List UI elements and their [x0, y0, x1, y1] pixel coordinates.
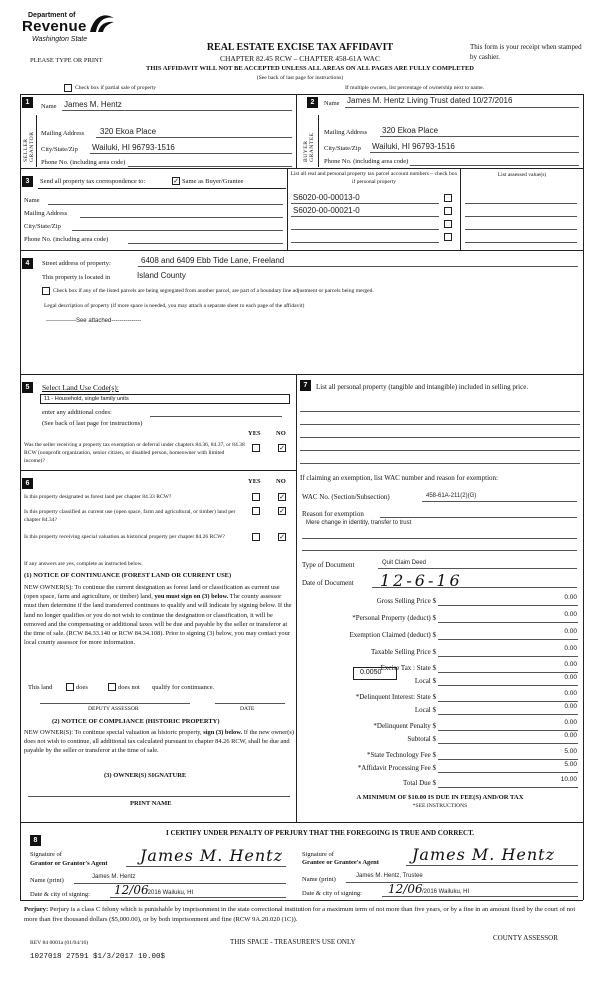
grantee-signature[interactable]: James M. Hentz — [412, 845, 556, 864]
logo-dept: Department of — [28, 12, 76, 19]
exemption-no-checkbox[interactable]: ✓ — [279, 444, 285, 452]
buyer-mail[interactable]: 320 Ekoa Place — [382, 126, 439, 135]
tax-row-label: Gross Selling Price $ — [376, 597, 436, 605]
doc-type[interactable]: Quit Claim Deed — [382, 560, 427, 566]
seller-name[interactable]: James M. Hentz — [64, 100, 122, 109]
buyer-name[interactable]: James M. Hentz Living Trust dated 10/27/2016 — [347, 96, 513, 105]
grantee-date-label: Date & city of signing: — [302, 890, 362, 897]
grantor-name-label: Name (print) — [30, 877, 64, 884]
parcel-2[interactable]: S6020-00-00021-0 — [293, 206, 360, 215]
seller-city[interactable]: Wailuki, HI 96793-1516 — [92, 143, 175, 152]
reason-label: Reason for exemption — [302, 510, 364, 518]
grantee-sig-label-1: Signature of — [302, 851, 334, 858]
grantee-date-hand[interactable]: 12/06 — [388, 882, 423, 896]
receipt-note: This form is your receipt when stamped by cashier. — [470, 43, 582, 61]
does-not-label: does not — [118, 684, 140, 691]
qualify-label: qualify for continuance. — [152, 684, 215, 691]
parcel-3-checkbox[interactable] — [444, 220, 452, 228]
grantor-date-hand[interactable]: 12/06 — [114, 883, 149, 897]
notice-compliance-title: (2) NOTICE OF COMPLIANCE (HISTORIC PROPERTY) — [52, 718, 220, 725]
grantor-date-rest[interactable]: /2016 Wailuku, HI — [146, 890, 194, 896]
land-use-see-back: (See back of last page for instructions) — [42, 420, 143, 427]
parcel-1[interactable]: S6020-00-00013-0 — [293, 193, 360, 202]
forest-no-checkbox[interactable]: ✓ — [279, 493, 285, 501]
tax-row-value[interactable]: 0.00 — [564, 661, 577, 668]
historic-yes-checkbox[interactable] — [252, 533, 260, 541]
tax-row-label: *Delinquent Penalty $ — [373, 722, 436, 730]
buyer-side-label: BUYER GRANTEE — [303, 132, 315, 162]
buyer-city[interactable]: Wailuki, HI 96793-1516 — [372, 142, 455, 151]
street-address[interactable]: 6408 and 6409 Ebb Tide Lane, Freeland — [141, 256, 285, 265]
s6-yes: YES — [248, 478, 261, 485]
assessed-header: List assessed value(s) — [497, 172, 547, 178]
partial-sale-label: Check box if partial sale of property — [75, 85, 157, 91]
logo-state: Washington State — [32, 36, 88, 43]
seller-mail[interactable]: 320 Ekoa Place — [100, 127, 157, 136]
tax-row-value[interactable]: 0.00 — [564, 594, 577, 601]
corr-city-label: City/State/Zip — [24, 223, 61, 230]
parcel-header: List all real and personal property tax parcel account numbers – check box if personal property — [290, 171, 458, 185]
perjury-text: Perjury is a class C felony which is punishable by imprisonment in the state correctional institution for a maximum term of not more than five years, or by a fine in an amount fixed by the court of not more than five thousand dollars ($5,000.00), or by both imprisonment and fine (RCW 9A.20.020 (1C)). — [24, 906, 576, 923]
exemption-yes-checkbox[interactable] — [252, 444, 260, 452]
corr-name-label: Name — [24, 197, 40, 204]
tax-row-value[interactable]: 5.00 — [564, 761, 577, 768]
tax-row-value[interactable]: 5.00 — [564, 748, 577, 755]
deputy-label: DEPUTY ASSESSOR — [88, 706, 139, 712]
notice-continuance-a: NEW OWNER(S): To continue the current designation as forest land or classification as current use (open space, farm and agriculture, or timber) land, — [24, 584, 280, 601]
grantee-date-rest[interactable]: /2016 Wailuku, HI — [422, 889, 470, 895]
historic-question: Is this property receiving special valuation as historical property per chapter 84.26 RCW? — [24, 534, 225, 540]
grantee-name-label: Name (print) — [302, 876, 336, 883]
legal-label: Legal description of property (if more space is needed, you may attach a separate sheet to each page of the affidavit) — [44, 303, 305, 309]
owner-signature-label: (3) OWNER(S) SIGNATURE — [104, 772, 187, 779]
dor-logo — [22, 10, 122, 54]
treasurer-space: THIS SPACE - TREASURER'S USE ONLY — [230, 938, 356, 946]
parcel-4-checkbox[interactable] — [444, 233, 452, 241]
form-chapter: CHAPTER 82.45 RCW – CHAPTER 458-61A WAC — [220, 54, 380, 63]
tax-row-label: Local $ — [414, 677, 436, 685]
section-5-number: 5 — [22, 382, 33, 393]
wac-number[interactable]: 458-61A-211(2)(G) — [426, 493, 477, 499]
grantor-name[interactable]: James M. Hentz — [92, 874, 136, 880]
current-use-yes-checkbox[interactable] — [252, 507, 260, 515]
claim-exemption-label: If claiming an exemption, list WAC number and reason for exemption: — [300, 474, 498, 482]
grantor-signature[interactable]: James M. Hentz — [140, 846, 284, 865]
seller-phone-label: Phone No. (including area code) — [41, 159, 126, 166]
wac-label: WAC No. (Section/Subsection) — [302, 493, 390, 501]
current-use-no-checkbox[interactable]: ✓ — [279, 507, 285, 515]
form-title: REAL ESTATE EXCISE TAX AFFIDAVIT — [206, 42, 394, 53]
tax-row-label: *State Technology Fee $ — [366, 751, 436, 759]
logo-main: Revenue — [22, 18, 87, 35]
personal-property-label: List all personal property (tangible and intangible) included in selling price. — [316, 383, 529, 391]
notice-continuance-body — [24, 583, 292, 647]
tax-row-value[interactable]: 0.00 — [564, 645, 577, 652]
please-type: PLEASE TYPE OR PRINT — [30, 57, 103, 64]
notice-continuance-b: you must sign on (3) below. — [154, 593, 229, 601]
rev-number: REV 84 0001a (01/04/16) — [30, 940, 89, 946]
date-label: DATE — [240, 706, 255, 712]
section-4-number: 4 — [22, 258, 33, 269]
tax-row-label: *Personal Property (deduct) $ — [352, 614, 436, 622]
historic-no-checkbox[interactable]: ✓ — [279, 533, 285, 541]
county-assessor: COUNTY ASSESSOR — [493, 934, 558, 942]
buyer-mail-label: Mailing Address — [324, 129, 368, 136]
notice-compliance-c: If the new owner(s) does not wish to continue, all additional tax calculated pursuant to chapter 84.26 RCW, shall be due and payable by the seller or transferor at the time of sale. — [24, 729, 294, 755]
county[interactable]: Island County — [137, 271, 186, 280]
corr-phone-label: Phone No. (including area code) — [24, 236, 109, 243]
legal-description[interactable]: ---------------See attached--------------- — [46, 318, 142, 324]
tax-row-label: Excise Tax : State $ — [380, 664, 436, 672]
this-land-label: This land — [28, 684, 53, 691]
grantor-sig-label-2: Grantor or Grantor's Agent — [30, 860, 108, 867]
does-label: does — [76, 684, 88, 691]
tax-row-label: *Affidavit Processing Fee $ — [357, 764, 436, 772]
segregated-label: Check box if any of the listed parcels are being segregated from another parcel, are part of a boundary line adjustment or parcels being merged. — [53, 288, 374, 294]
tax-row-label: Subtotal $ — [407, 735, 436, 743]
seller-city-label: City/State/Zip — [41, 146, 78, 153]
same-as-buyer-checkbox[interactable]: ✓ — [173, 177, 179, 185]
see-back: (See back of last page for instructions) — [256, 75, 344, 81]
grantee-name[interactable]: James M. Hentz, Trustee — [356, 873, 423, 879]
partial-sale-checkbox[interactable] — [64, 84, 72, 92]
same-as-buyer-label: Same as Buyer/Grantee — [182, 178, 244, 185]
local-rate[interactable]: 0.0050 — [360, 669, 382, 676]
section-6-number: 6 — [22, 478, 33, 489]
land-use-code[interactable]: 11 - Household, single family units — [44, 396, 129, 402]
segregated-checkbox[interactable] — [42, 287, 50, 295]
section-7-number: 7 — [300, 380, 311, 391]
street-label: Street address of property: — [42, 260, 111, 267]
s5-no: NO — [276, 430, 286, 437]
grantor-sig-label-1: Signature of — [30, 851, 62, 858]
tax-row-value[interactable]: 0.00 — [564, 719, 577, 726]
tax-row-value[interactable]: 0.00 — [564, 628, 577, 635]
doc-type-label: Type of Document — [302, 561, 355, 569]
additional-codes-label: enter any additional codes: — [42, 409, 112, 416]
tax-row-label: Local $ — [414, 706, 436, 714]
tax-row-value[interactable]: 0.00 — [564, 703, 577, 710]
does-not-checkbox[interactable] — [108, 683, 116, 691]
notice-continuance-c: The county assessor must then determine if the land transferred continues to qualify and will indicate by signing below. If the land no longer qualifies or you do not wish to continue the designation or classification, it will be removed and the compensating or additional taxes will be due and payable by the seller or transferor at the time of sale. (RCW 84.33.140 or RCW 84.34.108). Prior to signing (3) below, you may contact your local county assessor for more information. — [24, 593, 292, 647]
multiple-owners-note: If multiple owners, list percentage of ownership next to name. — [345, 85, 485, 91]
grantee-sig-label-2: Grantee or Grantee's Agent — [302, 859, 379, 866]
doc-date[interactable]: 12-6-16 — [380, 571, 463, 590]
perjury-notice — [24, 905, 584, 925]
recording-stamp: 1027018 27591 $1/3/2017 10.00$ — [30, 953, 166, 961]
logo-swoosh-icon — [88, 12, 116, 34]
notice-compliance-b: sign (3) below. — [203, 729, 243, 736]
forest-yes-checkbox[interactable] — [252, 493, 260, 501]
minimum-due: A MINIMUM OF $10.00 IS DUE IN FEE(S) AND/OR TAX — [356, 794, 524, 801]
tax-row-value[interactable]: 10.00 — [560, 776, 577, 783]
exemption-question: Was the seller receiving a property tax exemption or deferral under chapters 84.36, 84.37, or 84.38 RCW (nonprofit organization, senior citizen, or disabled person, homeowner with limited income)? — [24, 442, 245, 464]
send-correspondence-label: Send all property tax correspondence to: — [40, 178, 146, 185]
notice-compliance-a: NEW OWNER(S): To continue special valuation as historic property, — [24, 729, 202, 736]
doc-date-label: Date of Document — [302, 579, 354, 587]
section-8-number: 8 — [30, 835, 41, 846]
tax-row-value[interactable]: 0.00 — [564, 674, 577, 681]
seller-mail-label: Mailing Address — [41, 130, 85, 137]
if-yes-note: If any answers are yes, complete as instructed below. — [24, 561, 143, 567]
tax-row-label: *Delinquent Interest: State $ — [355, 693, 436, 701]
parcel-2-checkbox[interactable] — [444, 207, 452, 215]
tax-row-value[interactable]: 0.00 — [564, 690, 577, 697]
current-use-question: Is this property classified as current use (open space, farm and agricultural, or timber) land per chapter 84.34? — [24, 509, 236, 523]
notice-continuance-title: (1) NOTICE OF CONTINUANCE (FOREST LAND OR CURRENT USE) — [24, 572, 232, 579]
corr-mail-label: Mailing Address — [24, 210, 68, 217]
buyer-name-label: Name — [324, 100, 340, 107]
parcel-1-checkbox[interactable] — [444, 194, 452, 202]
tax-row-label: Total Due $ — [403, 779, 436, 787]
buyer-city-label: City/State/Zip — [324, 145, 361, 152]
tax-row-value[interactable]: 0.00 — [564, 732, 577, 739]
reason-value[interactable]: Mere change in identity, transfer to trust — [306, 520, 412, 526]
land-use-title: Select Land Use Code(s): — [42, 383, 119, 392]
certify-statement: I CERTIFY UNDER PENALTY OF PERJURY THAT THE FOREGOING IS TRUE AND CORRECT. — [165, 829, 474, 837]
tax-row-value[interactable]: 0.00 — [564, 611, 577, 618]
s5-yes: YES — [248, 430, 261, 437]
perjury-label: Perjury: — [24, 906, 49, 913]
section-2-number: 2 — [307, 97, 318, 108]
grantor-date-label: Date & city of signing: — [30, 891, 90, 898]
seller-side-label: SELLER GRANTOR — [23, 131, 35, 162]
section-3-number: 3 — [22, 176, 33, 187]
print-name-label: PRINT NAME — [130, 800, 172, 807]
notice-compliance-body — [24, 728, 294, 756]
buyer-phone-label: Phone No. (including area code) — [324, 158, 409, 165]
does-checkbox[interactable] — [66, 683, 74, 691]
s6-no: NO — [276, 478, 286, 485]
forest-question: Is this property designated as forest land per chapter 84.33 RCW? — [24, 494, 172, 500]
seller-name-label: Name — [41, 103, 57, 110]
section-1-number: 1 — [22, 97, 33, 108]
located-label: This property is located in — [42, 274, 111, 281]
tax-row-label: Taxable Selling Price $ — [370, 648, 436, 656]
warning: THIS AFFIDAVIT WILL NOT BE ACCEPTED UNLESS ALL AREAS ON ALL PAGES ARE FULLY COMPLETED — [146, 65, 474, 72]
tax-row-label: Exemption Claimed (deduct) $ — [349, 631, 436, 639]
see-instructions: *SEE INSTRUCTIONS — [412, 803, 468, 809]
